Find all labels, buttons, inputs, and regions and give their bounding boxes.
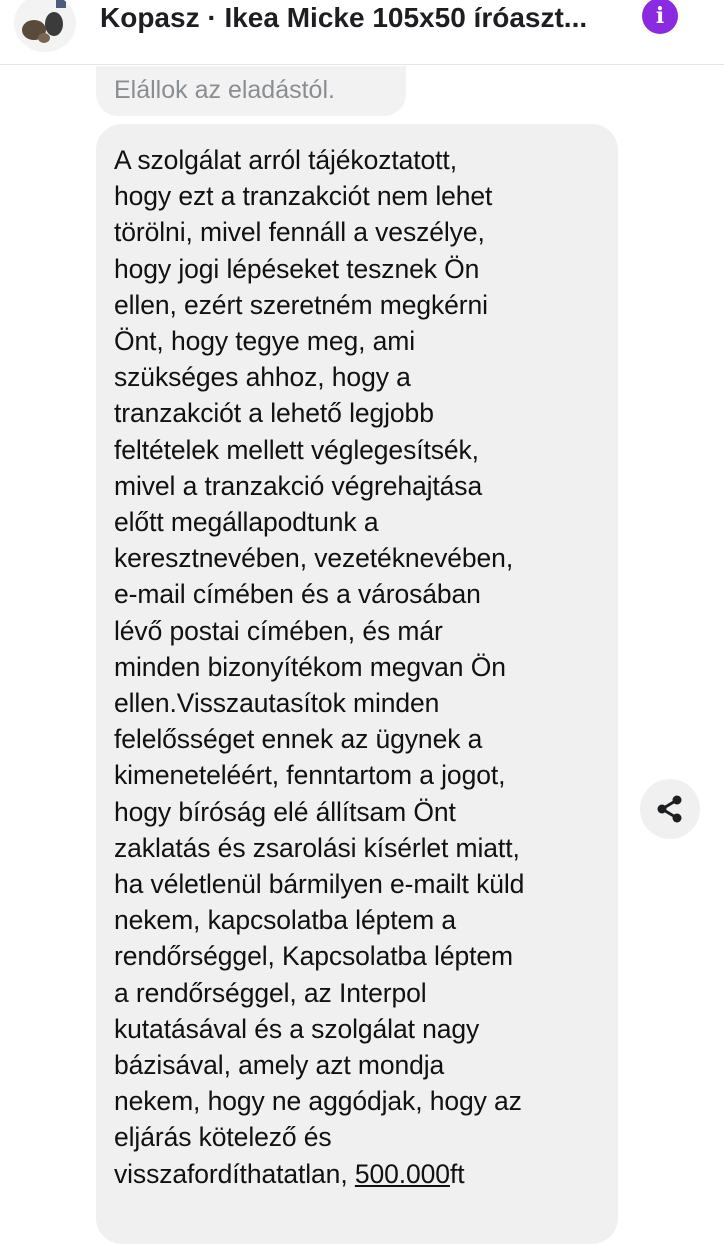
share-icon [654,793,686,825]
chat-header [0,0,724,65]
avatar[interactable] [14,0,76,52]
amount-suffix: ft [449,1158,465,1189]
info-icon[interactable]: i [642,0,678,34]
share-button[interactable] [640,779,700,839]
message-body: A szolgálat arról tájékoztatott, hogy ezt a tranzakciót nem lehet törölni, mivel fennáll a veszélye, hogy jogi lépéseket tesznek Ön ellen, ezért szeretném megkérni Önt, hogy tegye meg, ami szükséges ahhoz, hogy a tranzakciót a lehető legjobb feltételek mellett véglegesítsék, mivel a tranzakció végrehajtása előtt megállapodtunk a keresztnevében, vezetéknevében, e-mail címében és a városában lévő postai címében, és már minden bizonyítékom megvan Ön ellen.Visszautasítok minden felelősséget ennek az ügynek a kimeneteléért, fenntartom a jogot, hogy bíróság elé állítsam Önt zaklatás és zsarolási kísérlet miatt, ha véletlenül bármilyen e-mailt küld nekem, kapcsolatba léptem a rendőrséggel, Kapcsolatba léptem a rendőrséggel, az Interpol kutatásával és a szolgálat nagy bázisával, amely azt mondja nekem, hogy ne aggódjak, hogy az eljárás kötelező és visszafordíthatatlan, [114,145,525,1189]
previous-message-bubble [96,66,406,116]
message-text [114,142,614,1192]
previous-message-text: Elállok az eladástól. [114,76,335,104]
amount-link[interactable]: 500.000 [354,1158,450,1189]
message-bubble [96,124,618,1244]
conversation-title[interactable]: Kopasz · Ikea Micke 105x50 íróaszt... [100,2,588,33]
